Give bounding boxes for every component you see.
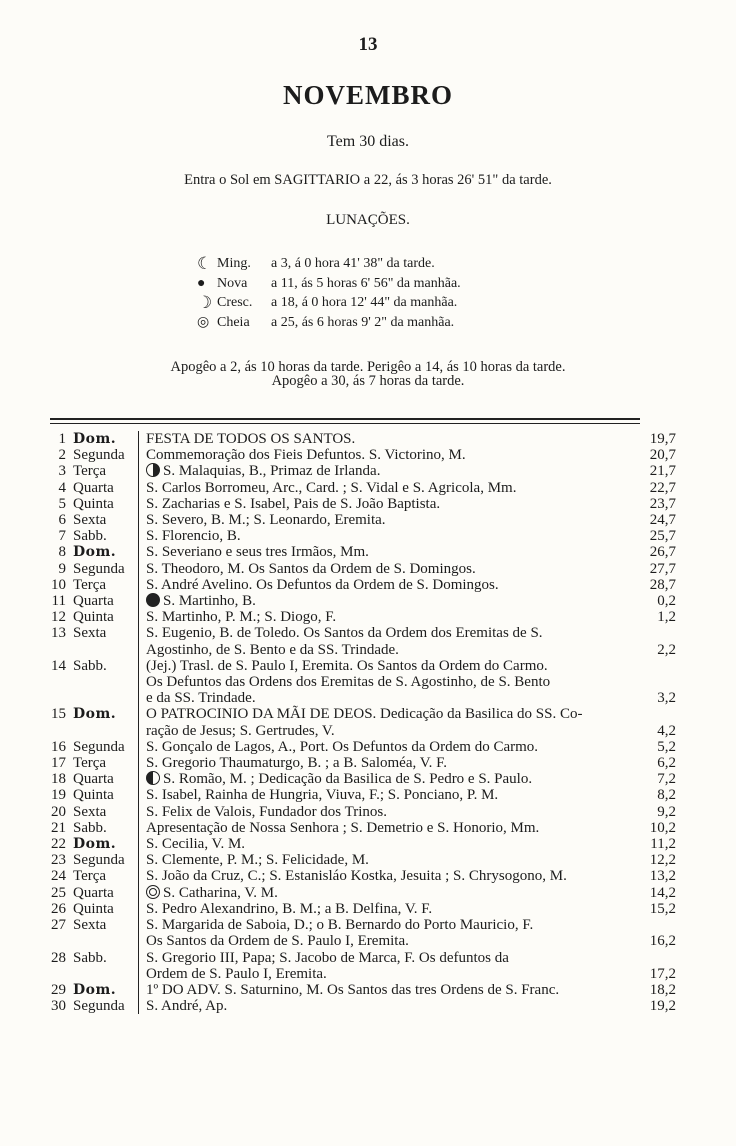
feast-description bbox=[138, 787, 676, 803]
moon-age: 23,7 bbox=[649, 495, 676, 512]
lunation-full bbox=[197, 313, 461, 333]
feast-description bbox=[138, 868, 676, 884]
sun-entry-note: Entra o Sol em SAGITTARIO a 22, ás 3 horas 26' 51" da tarde. bbox=[184, 172, 552, 188]
weekday: Sabb. bbox=[73, 819, 107, 836]
feast-description bbox=[138, 982, 676, 998]
moon-age: 9,2 bbox=[657, 803, 676, 820]
feast-text: S. Malaquias, B., Primaz de Irlanda. bbox=[163, 463, 381, 480]
day-number: 12 bbox=[51, 609, 66, 626]
feast-text: 1º DO ADV. S. Saturnino, M. Os Santos das tres Ordens de S. Franc. bbox=[146, 981, 560, 998]
moon-age: 5,2 bbox=[657, 738, 676, 755]
moon-age: 14,2 bbox=[649, 884, 676, 901]
feast-text: S. Carlos Borromeu, Arc., Card. ; S. Vidal e S. Agricola, Mm. bbox=[146, 479, 517, 496]
lunation-name: Nova bbox=[217, 275, 248, 291]
weekday: Sabb. bbox=[73, 657, 107, 674]
calendar-row bbox=[48, 787, 676, 803]
table-top-rule bbox=[50, 418, 640, 420]
weekday: Segunda bbox=[73, 447, 125, 464]
day-number: 22 bbox=[51, 836, 66, 853]
day-number: 23 bbox=[51, 852, 66, 869]
day-number: 6 bbox=[58, 512, 66, 529]
feast-text: S. Zacharias e S. Isabel, Pais de S. João Baptista. bbox=[146, 495, 441, 512]
moon-age: 17,2 bbox=[649, 965, 676, 982]
feast-text: S. Martinho, P. M.; S. Diogo, F. bbox=[146, 609, 337, 626]
lunation-text: a 3, á 0 hora 41' 38" da tarde. bbox=[271, 256, 435, 271]
day-number: 26 bbox=[51, 900, 66, 917]
weekday-sunday: Dom. bbox=[73, 544, 117, 561]
calendar-row bbox=[48, 625, 676, 657]
moon-age: 20,7 bbox=[649, 447, 676, 464]
day-number: 1 bbox=[58, 431, 66, 447]
feast-text: Commemoração dos Fieis Defuntos. S. Victorino, M. bbox=[146, 447, 466, 464]
moon-age: 8,2 bbox=[657, 787, 676, 804]
calendar-row bbox=[48, 658, 676, 707]
moon-age: 10,2 bbox=[649, 819, 676, 836]
feast-description bbox=[138, 755, 676, 771]
day-number: 10 bbox=[51, 576, 66, 593]
day-number: 27 bbox=[51, 917, 66, 934]
feast-description bbox=[138, 625, 676, 657]
feast-text: O PATROCINIO DA MÃI DE DEOS. Dedicação da Basilica do SS. Co- ração de Jesus; S. Gertrudes, V. bbox=[146, 706, 583, 739]
feast-text: S. Pedro Alexandrino, B. M.; a B. Delfina, V. F. bbox=[146, 900, 433, 917]
feast-description bbox=[138, 447, 676, 463]
calendar-row bbox=[48, 852, 676, 868]
feast-description bbox=[138, 544, 676, 560]
calendar-row bbox=[48, 868, 676, 884]
moon-age: 27,7 bbox=[649, 560, 676, 577]
feast-text: S. Gregorio III, Papa; S. Jacobo de Marca, F. Os defuntos da Ordem de S. Paulo I, Eremita. bbox=[146, 949, 509, 982]
calendar-row bbox=[48, 496, 676, 512]
day-number: 4 bbox=[58, 479, 66, 496]
feast-description bbox=[138, 804, 676, 820]
day-number: 21 bbox=[51, 819, 66, 836]
day-number: 17 bbox=[51, 755, 66, 772]
feast-description bbox=[138, 593, 676, 609]
feast-text: S. Cecilia, V. M. bbox=[146, 836, 246, 853]
day-number: 5 bbox=[58, 495, 66, 512]
days-note: Tem 30 dias. bbox=[327, 133, 409, 150]
weekday: Quarta bbox=[73, 771, 114, 788]
feast-description bbox=[138, 463, 676, 479]
weekday: Quarta bbox=[73, 479, 114, 496]
moon-age: 6,2 bbox=[657, 755, 676, 772]
feast-text: S. Gonçalo de Lagos, A., Port. Os Defuntos da Ordem do Carmo. bbox=[146, 738, 539, 755]
calendar-row bbox=[48, 755, 676, 771]
calendar-row bbox=[48, 917, 676, 949]
weekday-sunday: Dom. bbox=[73, 431, 117, 447]
calendar-row bbox=[48, 706, 676, 738]
feast-description bbox=[138, 950, 676, 982]
calendar-row bbox=[48, 771, 676, 787]
feast-text: FESTA DE TODOS OS SANTOS. bbox=[146, 431, 356, 447]
moon-age: 12,2 bbox=[649, 852, 676, 869]
calendar-row bbox=[48, 561, 676, 577]
apogee-note-line-1: Apogêo a 2, ás 10 horas da tarde. Perigêo a 14, ás 10 horas da tarde. bbox=[170, 359, 566, 375]
new-moon-icon: ● bbox=[197, 275, 206, 291]
day-number: 20 bbox=[51, 803, 66, 820]
calendar-row bbox=[48, 528, 676, 544]
moon-age: 21,7 bbox=[649, 463, 676, 480]
calendar-row bbox=[48, 739, 676, 755]
weekday: Segunda bbox=[73, 852, 125, 869]
moon-age: 24,7 bbox=[649, 512, 676, 529]
weekday: Segunda bbox=[73, 738, 125, 755]
feast-description bbox=[138, 577, 676, 593]
day-number: 15 bbox=[51, 706, 66, 723]
moon-age: 1,2 bbox=[657, 609, 676, 626]
moon-age: 13,2 bbox=[649, 868, 676, 885]
feast-text: S. Margarida de Saboia, D.; o B. Bernardo do Porto Mauricio, F. Os Santos da Ordem de S. Paulo I, Eremita. bbox=[146, 917, 534, 950]
feast-description bbox=[138, 706, 676, 738]
weekday: Quinta bbox=[73, 900, 114, 917]
feast-text: S. Theodoro, M. Os Santos da Ordem de S. Domingos. bbox=[146, 560, 476, 577]
weekday: Quinta bbox=[73, 609, 114, 626]
feast-description bbox=[138, 658, 676, 707]
moon-age: 7,2 bbox=[657, 771, 676, 788]
day-number: 13 bbox=[51, 625, 66, 642]
feast-text: S. Eugenio, B. de Toledo. Os Santos da Ordem dos Eremitas de S. Agostinho, de S. Bento e da SS. Trindade. bbox=[146, 625, 543, 658]
calendar-row bbox=[48, 480, 676, 496]
feast-description bbox=[138, 998, 676, 1014]
feast-description bbox=[138, 609, 676, 625]
moon-age: 19,7 bbox=[649, 431, 676, 447]
weekday: Quarta bbox=[73, 593, 114, 610]
day-number: 28 bbox=[51, 949, 66, 966]
weekday: Sexta bbox=[73, 917, 107, 934]
moon-age: 16,2 bbox=[649, 933, 676, 950]
feast-description bbox=[138, 512, 676, 528]
moon-age: 2,2 bbox=[657, 641, 676, 658]
lunations-list bbox=[197, 254, 461, 332]
feast-text: S. André, Ap. bbox=[146, 998, 228, 1015]
day-number: 9 bbox=[58, 560, 66, 577]
day-number: 11 bbox=[51, 593, 66, 610]
day-number: 30 bbox=[51, 998, 66, 1015]
calendar-row bbox=[48, 544, 676, 560]
calendar-row bbox=[48, 431, 676, 447]
weekday: Sabb. bbox=[73, 949, 107, 966]
feast-text: S. Florencio, B. bbox=[146, 528, 241, 545]
feast-description bbox=[138, 561, 676, 577]
feast-text: S. Isabel, Rainha de Hungria, Viuva, F.; S. Ponciano, P. M. bbox=[146, 787, 499, 804]
weekday-sunday: Dom. bbox=[73, 706, 117, 723]
moon-age: 28,7 bbox=[649, 576, 676, 593]
apogee-note-line-2: Apogêo a 30, ás 7 horas da tarde. bbox=[271, 373, 465, 389]
calendar-row bbox=[48, 820, 676, 836]
day-number: 7 bbox=[58, 528, 66, 545]
day-number: 14 bbox=[51, 657, 66, 674]
page-number: 13 bbox=[358, 34, 378, 55]
feast-description bbox=[138, 480, 676, 496]
feast-text: Apresentação de Nossa Senhora ; S. Demetrio e S. Honorio, Mm. bbox=[146, 819, 540, 836]
weekday: Quinta bbox=[73, 787, 114, 804]
lunation-name: Cresc. bbox=[217, 295, 253, 310]
feast-description bbox=[138, 528, 676, 544]
weekday-sunday: Dom. bbox=[73, 981, 117, 998]
weekday-sunday: Dom. bbox=[73, 836, 117, 853]
lunation-name: Cheia bbox=[217, 314, 250, 330]
weekday: Terça bbox=[73, 755, 107, 772]
first-quarter-moon-icon: ☽ bbox=[197, 293, 213, 312]
moon-age: 25,7 bbox=[649, 528, 676, 545]
weekday: Quinta bbox=[73, 495, 114, 512]
calendar-row bbox=[48, 577, 676, 593]
weekday: Sexta bbox=[73, 625, 107, 642]
feast-description bbox=[138, 836, 676, 852]
feast-description bbox=[138, 739, 676, 755]
lunation-name: Ming. bbox=[217, 256, 251, 271]
calendar-row bbox=[48, 950, 676, 982]
day-number: 18 bbox=[51, 771, 66, 788]
feast-text: S. Clemente, P. M.; S. Felicidade, M. bbox=[146, 852, 369, 869]
feast-description bbox=[138, 431, 676, 447]
day-number: 2 bbox=[58, 447, 66, 464]
moon-age: 18,2 bbox=[649, 981, 676, 998]
weekday: Sexta bbox=[73, 803, 107, 820]
month-title: NOVEMBRO bbox=[283, 80, 453, 110]
calendar-row bbox=[48, 836, 676, 852]
feast-text: S. Severo, B. M.; S. Leonardo, Eremita. bbox=[146, 512, 386, 529]
feast-text: (Jej.) Trasl. de S. Paulo I, Eremita. Os Santos da Ordem do Carmo. Os Defuntos das Ordens dos Eremitas de S. Agostinho, de S. Bento e da SS. Trindade. bbox=[146, 657, 551, 707]
weekday: Sabb. bbox=[73, 528, 107, 545]
feast-text: S. André Avelino. Os Defuntos da Ordem de S. Domingos. bbox=[146, 576, 499, 593]
feast-text: S. João da Cruz, C.; S. Estanisláo Kostka, Jesuita ; S. Chrysogono, M. bbox=[146, 868, 567, 885]
day-number: 16 bbox=[51, 738, 66, 755]
day-number: 3 bbox=[58, 463, 66, 480]
day-number: 19 bbox=[51, 787, 66, 804]
weekday: Quarta bbox=[73, 884, 114, 901]
calendar-row bbox=[48, 885, 676, 901]
calendar-row bbox=[48, 804, 676, 820]
feast-description bbox=[138, 917, 676, 949]
calendar-row bbox=[48, 512, 676, 528]
calendar-row bbox=[48, 447, 676, 463]
lunations-title: LUNAÇÕES. bbox=[326, 212, 410, 228]
moon-age: 26,7 bbox=[649, 544, 676, 561]
moon-age: 19,2 bbox=[649, 998, 676, 1015]
feast-text: S. Romão, M. ; Dedicação da Basilica de S. Pedro e S. Paulo. bbox=[163, 771, 533, 788]
weekday: Terça bbox=[73, 868, 107, 885]
feast-text: S. Gregorio Thaumaturgo, B. ; a B. Saloméa, V. F. bbox=[146, 755, 448, 772]
calendar-row bbox=[48, 593, 676, 609]
moon-age: 4,2 bbox=[657, 722, 676, 739]
day-number: 8 bbox=[58, 544, 66, 561]
feast-description bbox=[138, 901, 676, 917]
feast-text: S. Felix de Valois, Fundador dos Trinos. bbox=[146, 803, 388, 820]
calendar-row bbox=[48, 901, 676, 917]
feast-description bbox=[138, 852, 676, 868]
day-number: 24 bbox=[51, 868, 66, 885]
moon-age: 15,2 bbox=[649, 900, 676, 917]
feast-text: S. Martinho, B. bbox=[163, 593, 256, 610]
weekday: Sexta bbox=[73, 512, 107, 529]
weekday: Segunda bbox=[73, 560, 125, 577]
feast-description bbox=[138, 496, 676, 512]
moon-age: 3,2 bbox=[657, 690, 676, 707]
moon-age: 22,7 bbox=[649, 479, 676, 496]
moon-age: 11,2 bbox=[650, 836, 676, 853]
lunation-crescent bbox=[197, 293, 461, 313]
lunation-new bbox=[197, 274, 461, 294]
feast-description bbox=[138, 885, 676, 901]
moon-age: 0,2 bbox=[657, 593, 676, 610]
lunation-text: a 18, á 0 hora 12' 44" da manhãa. bbox=[271, 295, 458, 310]
calendar-row bbox=[48, 998, 676, 1014]
calendar-row bbox=[48, 982, 676, 998]
calendar-row bbox=[48, 463, 676, 479]
feast-description bbox=[138, 820, 676, 836]
last-quarter-moon-icon: ☾ bbox=[197, 254, 213, 273]
full-moon-icon: ◎ bbox=[197, 314, 210, 330]
weekday: Segunda bbox=[73, 998, 125, 1015]
weekday: Terça bbox=[73, 463, 107, 480]
day-number: 25 bbox=[51, 884, 66, 901]
lunation-waning bbox=[197, 254, 461, 274]
calendar-row bbox=[48, 609, 676, 625]
table-top-rule-thin bbox=[50, 423, 640, 424]
feast-text: S. Severiano e seus tres Irmãos, Mm. bbox=[146, 544, 369, 561]
weekday: Terça bbox=[73, 576, 107, 593]
calendar-table bbox=[48, 431, 676, 1014]
day-number: 29 bbox=[51, 981, 66, 998]
feast-text: S. Catharina, V. M. bbox=[163, 884, 278, 901]
feast-description bbox=[138, 771, 676, 787]
lunation-text: a 11, ás 5 horas 6' 56" da manhãa. bbox=[271, 275, 461, 291]
lunation-text: a 25, ás 6 horas 9' 2" da manhãa. bbox=[271, 314, 455, 330]
